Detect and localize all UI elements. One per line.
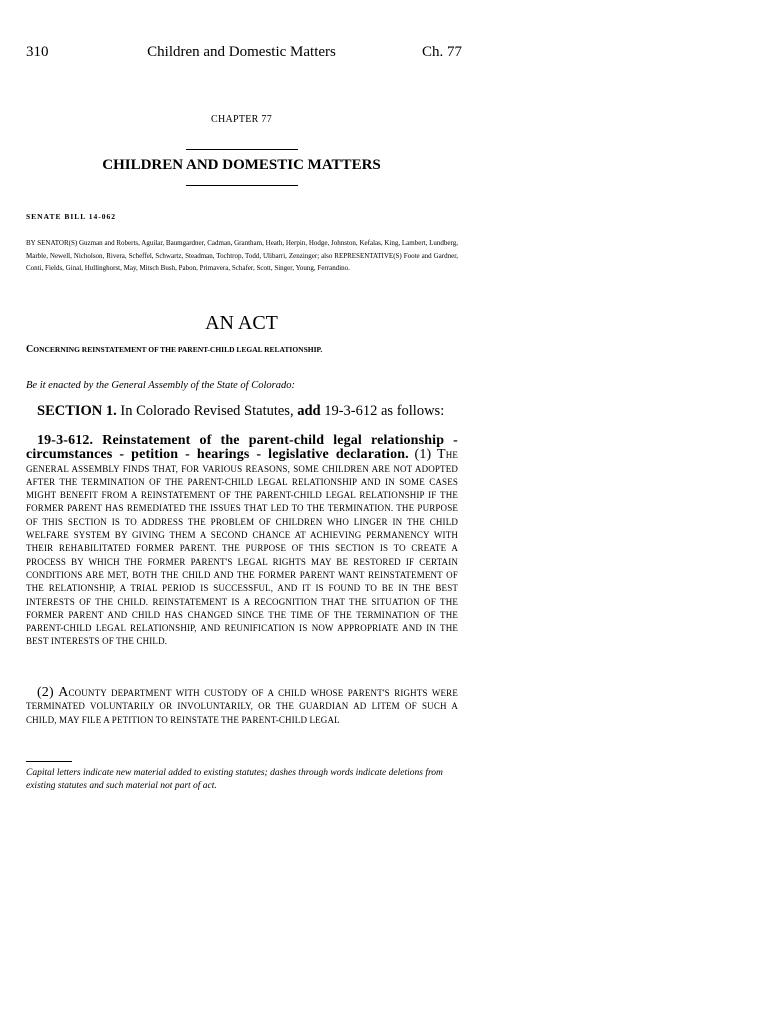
footnote-rule xyxy=(26,761,72,762)
section-label: SECTION 1. xyxy=(37,403,117,419)
statute-subsection-2 xyxy=(26,686,458,727)
section-text-before: In Colorado Revised Statutes, xyxy=(120,403,294,419)
chapter-label: CHAPTER 77 xyxy=(210,114,273,125)
subsection-1-text: HE GENERAL ASSEMBLY FINDS THAT, FOR VARIOUS REASONS, SOME CHILDREN ARE NOT ADOPTED AFTER THE TERMINATION OF THE PARENT-CHILD LEGAL RELATIONSHIP AND IN SOME CASES MIGHT BENEFIT FROM A REINSTATEMENT OF THE PARENT-CHILD LEGAL RELATIONSHIP IF THE FORMER PARENT HAS REMEDIATED THE ISSUES THAT LED TO THE TERMINATION. THE PURPOSE OF THIS SECTION IS TO ADDRESS THE PROBLEM OF CHILDREN WHO LINGER IN THE CHILD WELFARE SYSTEM BY GIVING THEM A SECOND CHANCE AT ACHIEVING PERMANENCY WITH THEIR REHABILITATED FORMER PARENT. THE PURPOSE OF THIS SECTION IS TO CREATE A PROCESS BY WHICH THE FORMER PARENT'S LEGAL RIGHTS MAY BE RESTORED IF CERTAIN CONDITIONS ARE MET, BOTH THE CHILD AND THE FORMER PARENT WANT REINSTATEMENT OF THE RELATIONSHIP, A TRIAL PERIOD IS SUCCESSFUL, AND IT IS FOUND TO BE IN THE BEST INTERESTS OF THE CHILD. REINSTATEMENT IS A RECOGNITION THAT THE SITUATION OF THE FORMER PARENT AND CHILD HAS CHANGED SINCE THE TIME OF THE TERMINATION OF THE PARENT-CHILD LEGAL RELATIONSHIP, AND REUNIFICATION IS NOW APPROPRIATE AND IN THE BEST INTERESTS OF THE CHILD. xyxy=(26,450,459,647)
subsection-2-marker: (2) xyxy=(37,685,54,700)
page-number: 310 xyxy=(26,44,49,60)
bill-sponsors: BY SENATOR(S) Guzman and Roberts, Aguilar, Baumgardner, Cadman, Grantham, Heath, Herpin, Hodge, Johnston, Kefalas, King, Lambert, Lundberg, Marble, Newell, Nicholson, Rivera, Scheffel, Schwartz, Steadman, Tochtrop, Todd, Ulibarri, Zenzinger; also REPRESENTATIVE(S) Foote and Gardner, Conti, Fields, Ginal, Hullinghorst, May, Mitsch Bush, Pabon, Primavera, Schafer, Scott, Singer, Young, Ferrandino. xyxy=(26,239,458,272)
act-subject-text: ONCERNING REINSTATEMENT OF THE PARENT-CHILD LEGAL RELATIONSHIP. xyxy=(33,345,323,354)
section-text-after: 19-3-612 as follows: xyxy=(324,403,445,419)
act-title: AN ACT xyxy=(205,312,278,334)
title-rule-bottom xyxy=(186,185,298,186)
subsection-2-initial: A xyxy=(58,685,69,700)
title-rule-top xyxy=(186,149,298,150)
bill-number: SENATE BILL 14-062 xyxy=(26,212,116,221)
section-heading xyxy=(37,403,444,420)
subsection-1-marker: (1) xyxy=(414,447,432,463)
enacting-clause: Be it enacted by the General Assembly of the State of Colorado: xyxy=(26,380,295,391)
chapter-title: CHILDREN AND DOMESTIC MATTERS xyxy=(102,157,381,173)
section-add-word: add xyxy=(297,403,321,419)
statute-subsection-1 xyxy=(26,434,458,649)
act-subject xyxy=(26,344,322,355)
statute-heading: 19-3-612. Reinstatement of the parent-child legal relationship - circumstances - petition - hearings - legislative declaration. xyxy=(26,433,458,463)
chapter-reference: Ch. 77 xyxy=(422,44,463,60)
subsection-1-initial: T xyxy=(437,447,446,463)
act-subject-initial: C xyxy=(26,344,34,355)
subsection-2-text: COUNTY DEPARTMENT WITH CUSTODY OF A CHILD WHOSE PARENT'S RIGHTS WERE TERMINATED VOLUNTARILY OR INVOLUNTARILY, OR THE GUARDIAN AD LITEM OF SUCH A CHILD, MAY FILE A PETITION TO REINSTATE THE PARENT-CHILD LEGAL xyxy=(26,688,458,725)
footnote: Capital letters indicate new material added to existing statutes; dashes through words indicate deletions from existing statutes and such material not part of act. xyxy=(26,768,443,791)
running-title: Children and Domestic Matters xyxy=(147,44,336,60)
